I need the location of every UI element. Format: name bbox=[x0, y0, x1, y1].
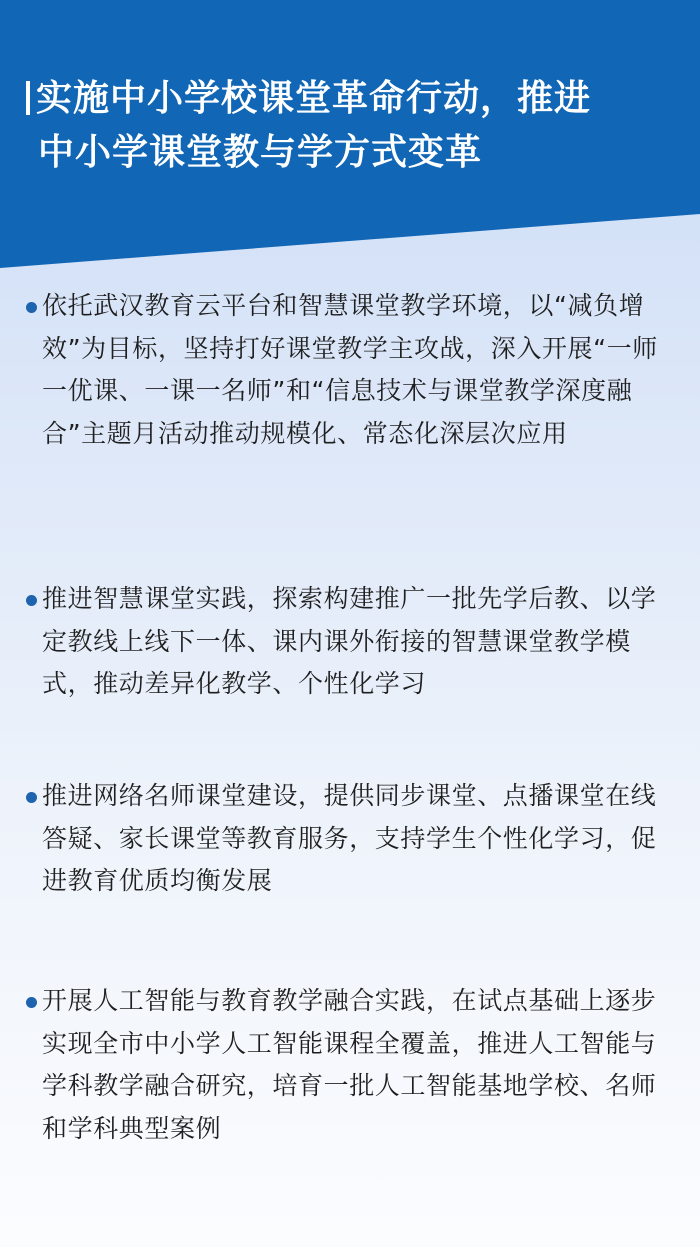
list-item-text: 推进网络名师课堂建设，提供同步课堂、点播课堂在线答疑、家长课堂等教育服务，支持学生个性化学习，促进教育优质均衡发展 bbox=[42, 781, 657, 895]
list-item bbox=[26, 980, 666, 1150]
list-item bbox=[26, 578, 666, 706]
list-item-text: 开展人工智能与教育教学融合实践，在试点基础上逐步实现全市中小学人工智能课程全覆盖，推进人工智能与学科教学融合研究，培育一批人工智能基地学校、名师和学科典型案例 bbox=[42, 986, 657, 1143]
page-title bbox=[26, 72, 676, 180]
list-item bbox=[26, 775, 666, 903]
bullet-dot-icon bbox=[26, 997, 37, 1008]
title-line-1 bbox=[26, 72, 676, 126]
title-line-2: 中小学课堂教与学方式变革 bbox=[38, 132, 483, 173]
list-item-text: 依托武汉教育云平台和智慧课堂教学环境，以“减负增效”为目标，坚持打好课堂教学主攻战，深入开展“一师一优课、一课一名师”和“信息技术与课堂教学深度融合”主题月活动推动规模化、常态化深层次应用 bbox=[42, 291, 658, 448]
title-line-1-text: 实施中小学校课堂革命行动，推进 bbox=[36, 78, 592, 119]
bullet-dot-icon bbox=[26, 792, 37, 803]
list-item-text: 推进智慧课堂实践，探索构建推广一批先学后教、以学定教线上线下一体、课内课外衔接的智慧课堂教学模式，推动差异化教学、个性化学习 bbox=[42, 584, 657, 698]
bullet-dot-icon bbox=[26, 595, 37, 606]
list-item bbox=[26, 285, 666, 455]
title-accent-bar bbox=[26, 81, 30, 115]
bullet-dot-icon bbox=[26, 302, 37, 313]
